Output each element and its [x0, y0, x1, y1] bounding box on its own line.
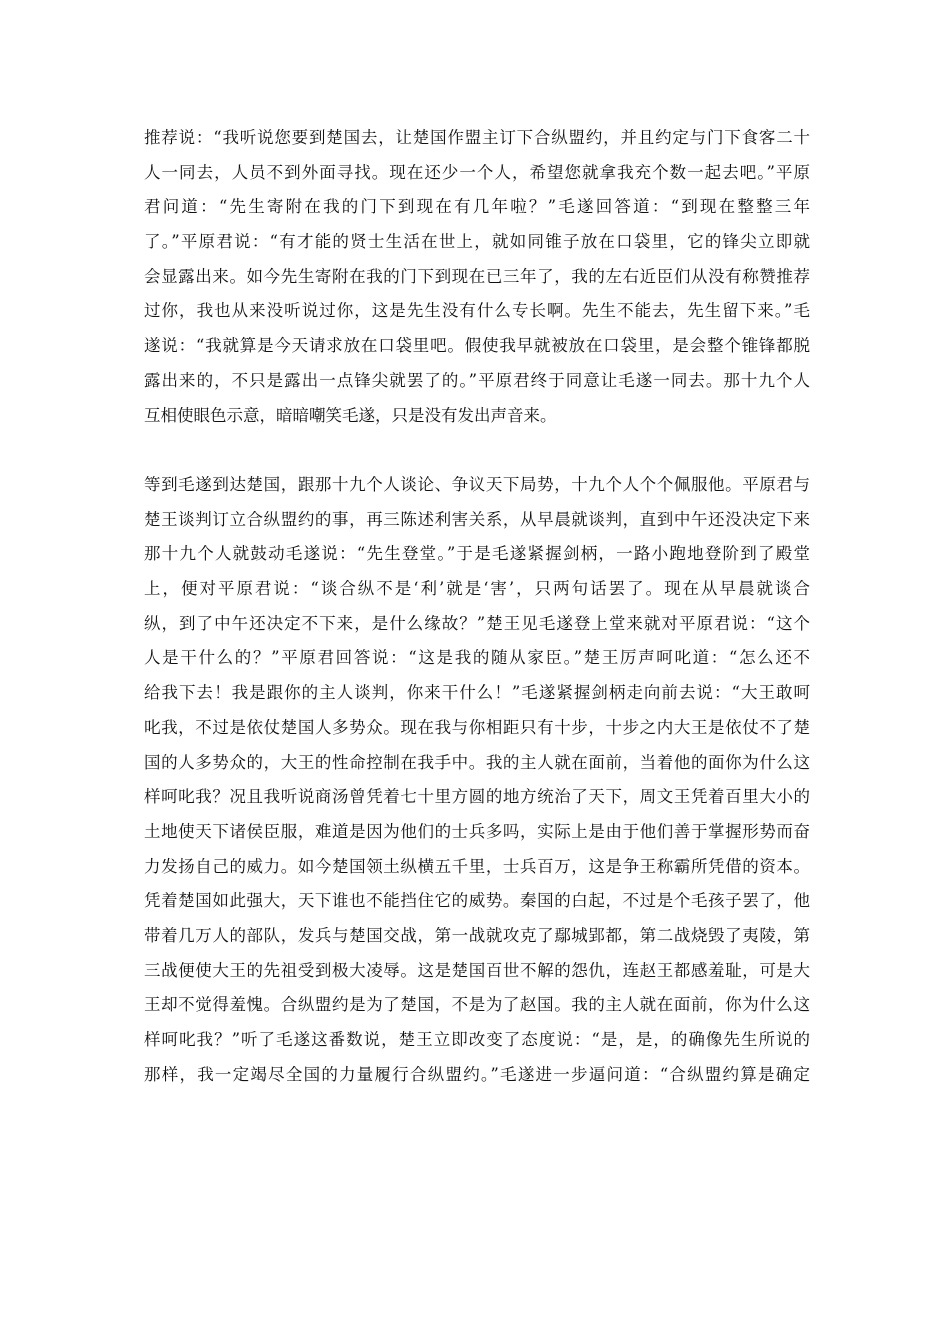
text-line: 王却不觉得羞愧。合纵盟约是为了楚国，不是为了赵国。我的主人就在面前，你为什么这 — [144, 995, 810, 1015]
text-line: 过你，我也从来没听说过你，这是先生没有什么专长啊。先生不能去，先生留下来。”毛 — [144, 301, 810, 321]
text-line: 三战便使大王的先祖受到极大凌辱。这是楚国百世不解的怨仇，连赵王都感羞耻，可是大 — [144, 960, 810, 980]
text-line: 凭着楚国如此强大，天下谁也不能挡住它的威势。秦国的白起，不过是个毛孩子罢了，他 — [144, 891, 810, 911]
text-line: 露出来的，不只是露出一点锋尖就罢了的。”平原君终于同意让毛遂一同去。那十九个人 — [144, 370, 810, 390]
paragraph-2 — [144, 468, 810, 1092]
text-line: 互相使眼色示意，暗暗嘲笑毛遂，只是没有发出声音来。 — [144, 405, 557, 425]
text-line: 上，便对平原君说：“谈合纵不是‘利’就是‘害’，只两句话罢了。现在从早晨就谈合 — [144, 579, 810, 599]
text-line: 土地使天下诸侯臣服，难道是因为他们的士兵多吗，实际上是由于他们善于掌握形势而奋 — [144, 821, 810, 841]
text-line: 遂说：“我就算是今天请求放在口袋里吧。假使我早就被放在口袋里，是会整个锥锋都脱 — [144, 336, 810, 356]
text-line: 那十九个人就鼓动毛遂说：“先生登堂。”于是毛遂紧握剑柄，一路小跑地登阶到了殿堂 — [144, 544, 810, 564]
text-line: 力发扬自己的威力。如今楚国领土纵横五千里，士兵百万，这是争王称霸所凭借的资本。 — [144, 856, 810, 876]
text-line: 样呵叱我？况且我听说商汤曾凭着七十里方圆的地方统治了天下，周文王凭着百里大小的 — [144, 787, 810, 807]
text-line: 国的人多势众的，大王的性命控制在我手中。我的主人就在面前，当着他的面你为什么这 — [144, 752, 810, 772]
text-line: 楚王谈判订立合纵盟约的事，再三陈述利害关系，从早晨就谈判，直到中午还没决定下来 — [144, 509, 810, 529]
text-line: 了。”平原君说：“有才能的贤士生活在世上，就如同锥子放在口袋里，它的锋尖立即就 — [144, 232, 810, 252]
text-line: 会显露出来。如今先生寄附在我的门下到现在已三年了，我的左右近臣们从没有称赞推荐 — [144, 266, 810, 286]
text-line: 推荐说：“我听说您要到楚国去，让楚国作盟主订下合纵盟约，并且约定与门下食客二十 — [144, 128, 810, 147]
text-line: 君问道：“先生寄附在我的门下到现在有几年啦？”毛遂回答道：“到现在整整三年 — [144, 197, 810, 217]
text-line: 带着几万人的部队，发兵与楚国交战，第一战就攻克了鄢城郢都，第二战烧毁了夷陵，第 — [144, 925, 810, 945]
text-line: 等到毛遂到达楚国，跟那十九个人谈论、争议天下局势，十九个人个个佩服他。平原君与 — [144, 475, 810, 494]
text-line: 人一同去，人员不到外面寻找。现在还少一个人，希望您就拿我充个数一起去吧。”平原 — [144, 162, 810, 182]
text-line: 样呵叱我？”听了毛遂这番数说，楚王立即改变了态度说：“是，是，的确像先生所说的 — [144, 1030, 810, 1049]
text-line: 那样，我一定竭尽全国的力量履行合纵盟约。”毛遂进一步逼问道：“合纵盟约算是确定 — [144, 1064, 810, 1084]
text-line: 纵，到了中午还决定不下来，是什么缘故？”楚王见毛遂登上堂来就对平原君说：“这个 — [144, 613, 810, 633]
text-line: 给我下去！我是跟你的主人谈判，你来干什么！”毛遂紧握剑柄走向前去说：“大王敢呵 — [144, 683, 810, 703]
paragraph-1 — [144, 121, 810, 433]
text-line: 叱我，不过是依仗楚国人多势众。现在我与你相距只有十步，十步之内大王是依仗不了楚 — [144, 717, 810, 737]
text-line: 人是干什么的？”平原君回答说：“这是我的随从家臣。”楚王厉声呵叱道：“怎么还不 — [144, 648, 810, 668]
